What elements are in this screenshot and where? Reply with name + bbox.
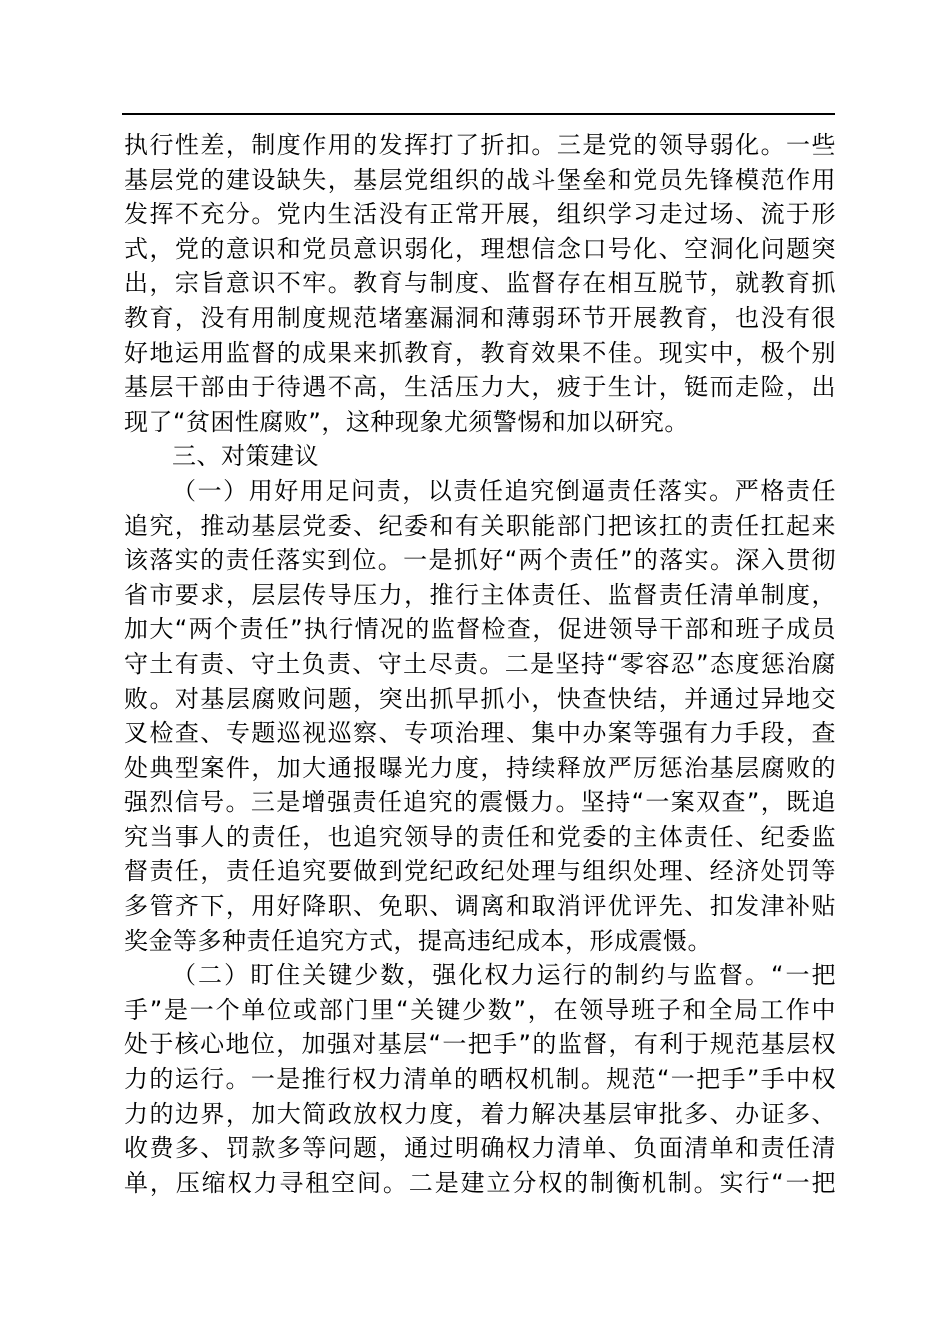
text-line: 手”是一个单位或部门里“关键少数”，在领导班子和全局工作中 [124, 995, 836, 1024]
text-line: 奖金等多种责任追究方式，提高违纪成本，形成震慑。 [124, 926, 712, 955]
text-line: 败。对基层腐败问题，突出抓早抓小，快查快结，并通过异地交 [124, 684, 836, 713]
text-line: 执行性差，制度作用的发挥打了折扣。三是党的领导弱化。一些 [124, 131, 836, 159]
text-line: 督责任，责任追究要做到党纪政纪处理与组织处理、经济处罚等 [124, 857, 836, 886]
text-line: 该落实的责任落实到位。一是抓好“两个责任”的落实。深入贯彻 [124, 546, 836, 575]
text-line: 现了“贫困性腐败”，这种现象尤须警惕和加以研究。 [124, 407, 689, 436]
text-line: 追究，推动基层党委、纪委和有关职能部门把该扛的责任扛起来 [124, 511, 836, 540]
text-line: （二）盯住关键少数，强化权力运行的制约与监督。“一把 [172, 961, 836, 990]
text-line: 处于核心地位，加强对基层“一把手”的监督，有利于规范基层权 [124, 1030, 836, 1059]
text-line: 究当事人的责任，也追究领导的责任和党委的主体责任、纪委监 [124, 822, 836, 851]
text-line: 强烈信号。三是增强责任追究的震慑力。坚持“一案双查”，既追 [124, 788, 836, 817]
text-line: 收费多、罚款多等问题，通过明确权力清单、负面清单和责任清 [124, 1134, 836, 1163]
text-line: 力的边界，加大简政放权力度，着力解决基层审批多、办证多、 [124, 1099, 836, 1128]
text-line: 力的运行。一是推行权力清单的晒权机制。规范“一把手”手中权 [124, 1065, 836, 1094]
text-line: 发挥不充分。党内生活没有正常开展，组织学习走过场、流于形 [124, 200, 836, 229]
header-rule [122, 113, 835, 115]
text-line: 基层干部由于待遇不高，生活压力大，疲于生计，铤而走险，出 [124, 373, 836, 402]
text-line: 叉检查、专题巡视巡察、专项治理、集中办案等强有力手段，查 [124, 719, 836, 748]
text-line: 单，压缩权力寻租空间。二是建立分权的制衡机制。实行“一把 [124, 1168, 836, 1197]
text-line: 省市要求，层层传导压力，推行主体责任、监督责任清单制度， [124, 580, 836, 609]
text-line: 出，宗旨意识不牢。教育与制度、监督存在相互脱节，就教育抓 [124, 269, 836, 298]
text-line: 处典型案件，加大通报曝光力度，持续释放严厉惩治基层腐败的 [124, 753, 836, 782]
text-line: 式，党的意识和党员意识弱化，理想信念口号化、空洞化问题突 [124, 234, 836, 263]
text-line: 基层党的建设缺失，基层党组织的战斗堡垒和党员先锋模范作用 [124, 165, 836, 194]
text-line: 教育，没有用制度规范堵塞漏洞和薄弱环节开展教育，也没有很 [124, 303, 836, 332]
text-line: 好地运用监督的成果来抓教育，教育效果不佳。现实中，极个别 [124, 338, 836, 367]
text-line: （一）用好用足问责，以责任追究倒逼责任落实。严格责任 [172, 476, 836, 505]
document-body [124, 128, 836, 1200]
text-line: 守土有责、守土负责、守土尽责。二是坚持“零容忍”态度惩治腐 [124, 649, 836, 678]
text-line: 三、对策建议 [172, 442, 319, 471]
text-line: 多管齐下，用好降职、免职、调离和取消评优评先、扣发津补贴 [124, 892, 836, 921]
text-line: 加大“两个责任”执行情况的监督检查，促进领导干部和班子成员 [124, 615, 836, 644]
